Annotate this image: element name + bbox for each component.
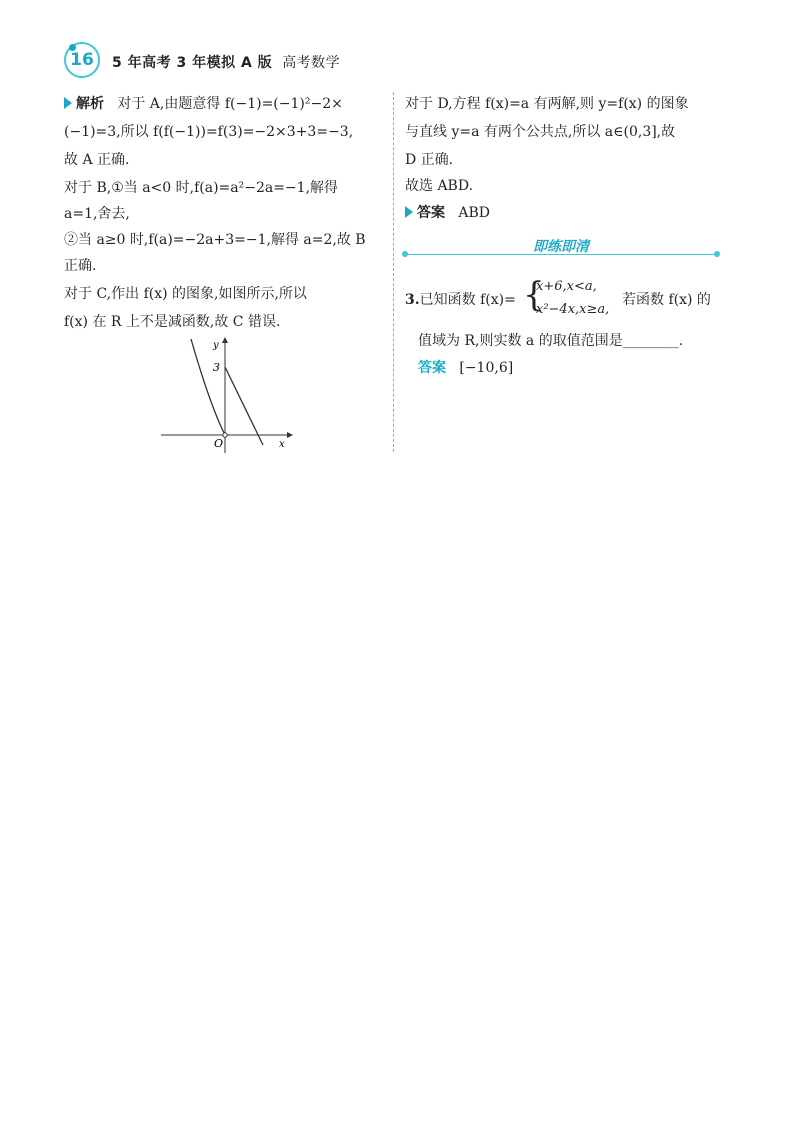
analysis-line-5: a=1,舍去, [64, 206, 130, 222]
y-tick-label: 3 [213, 361, 220, 374]
book-title-main: 5 年高考 3 年模拟 A 版 [112, 55, 273, 71]
right-line-4: 故选 ABD. [405, 178, 474, 194]
problem-lead [405, 290, 516, 310]
problem-line-2: 值域为 R,则实数 a 的取值范围是________. [418, 333, 684, 349]
book-subject: 高考数学 [282, 55, 341, 71]
column-divider [393, 92, 394, 452]
piece-1: x+6,x<a, [536, 279, 597, 294]
page-number: 16 [70, 50, 94, 70]
page-number-badge [64, 42, 100, 78]
analysis-text: 对于 A,由题意得 f(−1)=(−1)²−2× [117, 96, 343, 112]
practice-banner [405, 236, 717, 258]
banner-title: 即练即清 [533, 239, 589, 255]
answer-tag: 答案 [417, 205, 445, 221]
right-line-2: 与直线 y=a 有两个公共点,所以 a∈(0,3],故 [405, 124, 676, 140]
y-axis-arrow-icon [222, 337, 228, 343]
line-branch [225, 367, 263, 445]
problem-lead-text: 已知函数 f(x)= [419, 292, 516, 308]
parabola-branch [191, 339, 225, 435]
problem-answer-label: 答案 [418, 360, 446, 376]
book-title [112, 52, 340, 72]
answer-line [405, 203, 490, 223]
x-axis-arrow-icon [287, 432, 293, 438]
y-axis-label: y [213, 340, 219, 351]
analysis-line-9: f(x) 在 R 上不是减函数,故 C 错误. [64, 314, 281, 330]
triangle-marker-icon [64, 97, 72, 109]
problem-answer [418, 358, 513, 378]
page-header [64, 42, 764, 82]
right-line-1: 对于 D,方程 f(x)=a 有两解,则 y=f(x) 的图象 [405, 96, 689, 112]
analysis-tag: 解析 [76, 96, 104, 112]
analysis-line-2: (−1)=3,所以 f(f(−1))=f(3)=−2×3+3=−3, [64, 124, 354, 140]
triangle-marker-icon [405, 206, 413, 218]
analysis-line-3: 故 A 正确. [64, 152, 130, 168]
answer-value: ABD [458, 205, 490, 221]
analysis-line-4: 对于 B,①当 a<0 时,f(a)=a²−2a=−1,解得 [64, 180, 339, 196]
analysis-line-6: ②当 a≥0 时,f(a)=−2a+3=−1,解得 a=2,故 B [64, 232, 366, 248]
piece-2: x²−4x,x≥a, [536, 302, 610, 317]
x-axis-label: x [279, 439, 285, 450]
origin-label: O [214, 437, 224, 450]
analysis-line-1 [64, 94, 343, 114]
function-graph [155, 335, 295, 455]
origin-point [223, 433, 227, 437]
problem-answer-value: [−10,6] [459, 360, 514, 376]
right-line-3: D 正确. [405, 152, 454, 168]
analysis-line-8: 对于 C,作出 f(x) 的图象,如图所示,所以 [64, 286, 307, 302]
problem-tail: 若函数 f(x) 的 [622, 292, 711, 308]
piecewise-brace: { [523, 275, 545, 315]
analysis-line-7: 正确. [64, 258, 97, 274]
problem-number: 3. [405, 292, 420, 308]
